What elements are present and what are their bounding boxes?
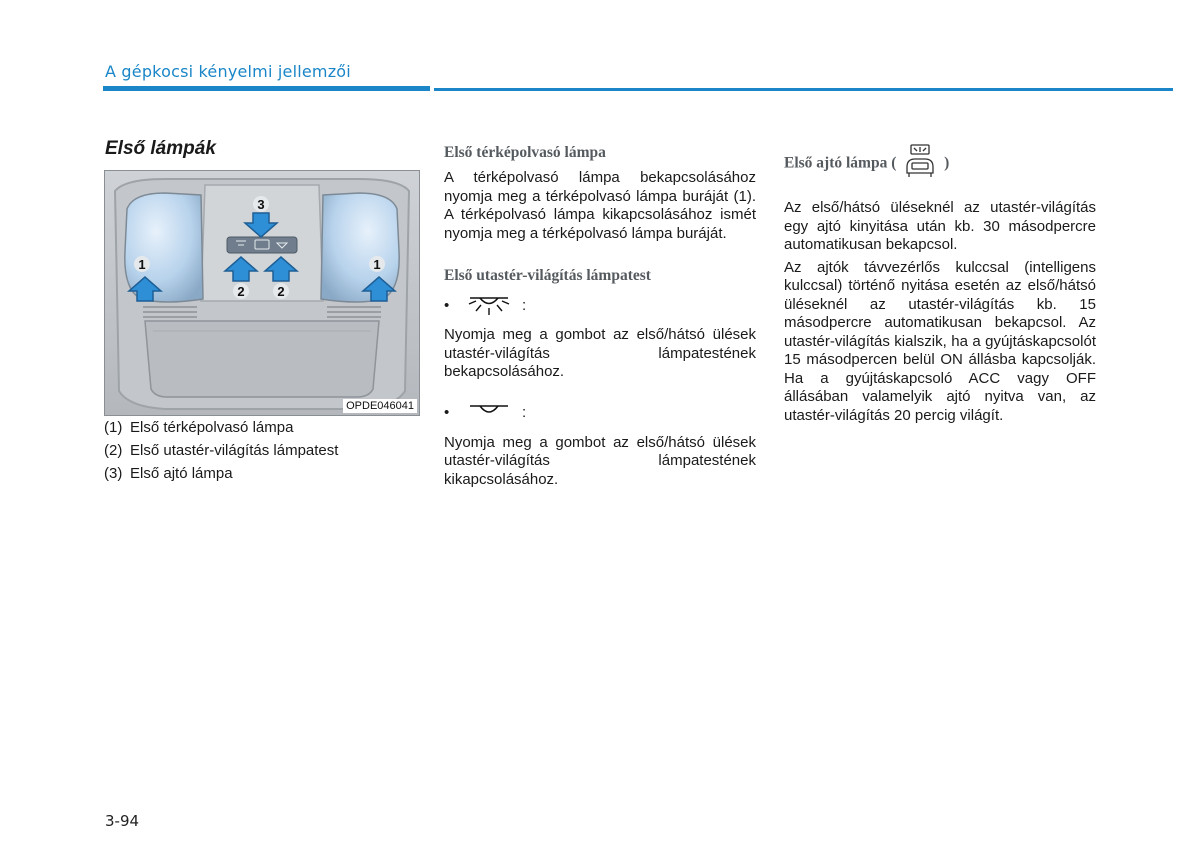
door-lamp-heading [784, 143, 1096, 185]
caption-row [104, 416, 424, 439]
header-title: A gépkocsi kényelmi jellemzői [105, 62, 351, 81]
door-lamp-text-1: Az első/hátsó üléseknél az utastér-világítás egy ajtó kinyitása után kb. 30 másodpercre automatikusan bekapcsol. [784, 199, 1096, 253]
room-lamp-heading: Első utastér-világítás lámpatest [444, 267, 651, 284]
callout-1-left: 1 [138, 257, 146, 272]
lamp-on-text: Nyomja meg a gombot az első/hátsó ülések utastér-világítás lámpatestének bekapcsolásához. [444, 326, 756, 380]
callout-3: 3 [257, 197, 265, 212]
bullet: • [444, 404, 450, 422]
lamp-off-bullet [444, 400, 756, 428]
figure-code: OPDE046041 [343, 399, 417, 413]
lamp-off-text: Nyomja meg a gombot az első/hátsó ülések utastér-világítás lámpatestének kikapcsolásához. [444, 433, 756, 488]
door-lamp-text-2: Az ajtók távvezérlős kulccsal (intelligens kulccsal) történő nyitása esetén az első/hátsó üléseknél az utastér-világítás kb. 15 másodpercre automatikusan bekapcsol. Az utastér-világítás kialszik, ha a gyújtáskapcsolót 15 másodpercen belül ON állásba kapcsolják. Ha a gyújtáskapcsoló ACC vagy OFF állásában valamelyik ajtó nyitva van, az utastér-világítás 20 percig világít. [784, 258, 1096, 424]
section-title: Első lámpák [105, 138, 216, 159]
callout-1-right: 1 [373, 257, 381, 272]
lamp-on-bullet [444, 292, 756, 320]
caption-number: (3) [104, 465, 123, 482]
callout-2-left: 2 [237, 284, 245, 299]
right-column [784, 143, 1096, 425]
caption-text: Első térképolvasó lámpa [130, 419, 294, 436]
caption-row [104, 462, 424, 485]
middle-column [444, 143, 756, 489]
caption-text: Első ajtó lámpa [130, 465, 233, 482]
caption-number: (1) [104, 419, 123, 436]
header-rule [434, 88, 1173, 91]
map-lamp-text: A térképolvasó lámpa bekapcsolásához nyomja meg a térképolvasó lámpa buráját (1). A térképolvasó lámpa kikapcsolásához ismét nyomja meg a térképolvasó lámpa buráját. [444, 169, 756, 242]
page-number: 3-94 [105, 812, 140, 830]
colon: : [522, 296, 527, 314]
figure-captions [104, 416, 424, 485]
bullet: • [444, 296, 450, 314]
lamp-off-icon [462, 397, 516, 431]
door-lamp-heading-suffix: ) [944, 154, 950, 172]
door-lamp-icon [903, 143, 937, 185]
caption-number: (2) [104, 442, 123, 459]
colon: : [522, 404, 527, 422]
lamp-on-icon [462, 289, 516, 323]
caption-row [104, 439, 424, 462]
door-lamp-heading-prefix: Első ajtó lámpa ( [784, 154, 897, 172]
overhead-console-figure [104, 170, 420, 416]
header-bar [103, 86, 430, 91]
callout-2-right: 2 [277, 284, 285, 299]
map-lamp-heading: Első térképolvasó lámpa [444, 144, 606, 161]
caption-text: Első utastér-világítás lámpatest [130, 442, 339, 459]
